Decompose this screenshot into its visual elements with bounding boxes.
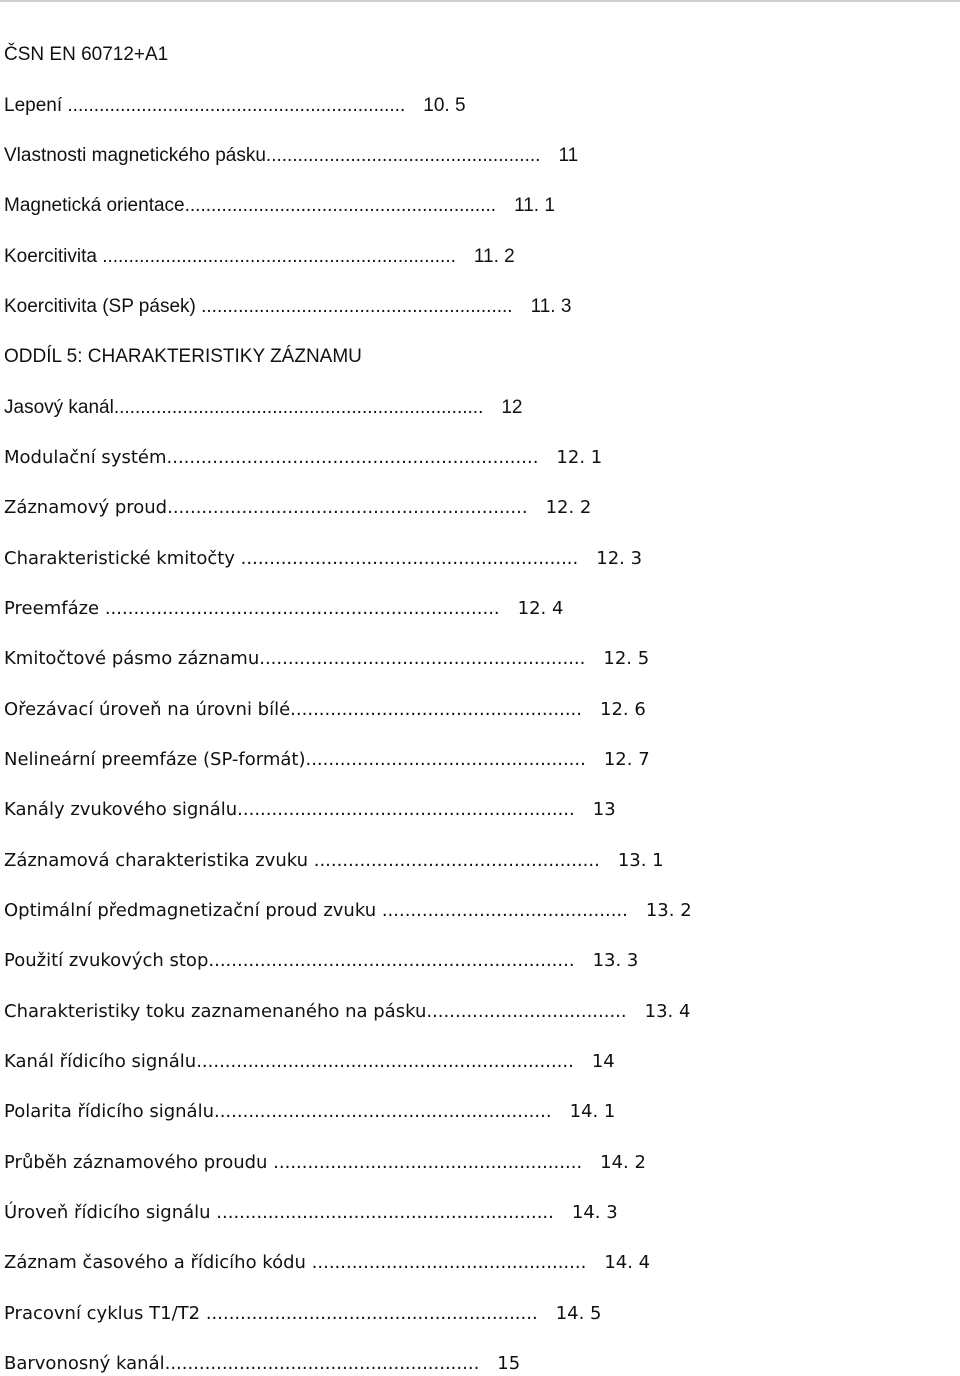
toc-entry: Pracovní cyklus T1/T2 .......................................................... 14. 5	[4, 1303, 602, 1324]
toc-entry: Polarita řídicího signálu........................................................... 14. 1	[4, 1101, 616, 1122]
toc-entry: Optimální předmagnetizační proud zvuku ........................................... 13. 2	[4, 900, 692, 921]
toc-entry: Nelineární preemfáze (SP-formát)................................................. 12. 7	[4, 749, 650, 770]
toc-entry: Ořezávací úroveň na úrovni bílé................................................... 12. 6	[4, 699, 646, 720]
toc-entry: Koercitivita ................................................................... 11. 2	[4, 246, 515, 267]
toc-entry: Kanál řídicího signálu.................................................................. 14	[4, 1051, 615, 1072]
toc-entry: Vlastnosti magnetického pásku.................................................... 11	[4, 145, 579, 166]
toc-entry: Jasový kanál...................................................................... 12	[4, 397, 523, 418]
toc-entry: Lepení ................................................................ 10. 5	[4, 95, 466, 116]
top-divider	[0, 0, 960, 2]
toc-entry: Záznamový proud............................................................... 12. 2	[4, 497, 592, 518]
toc-entry: Koercitivita (SP pásek) ........................................................... 11. 3	[4, 296, 572, 317]
toc-entry: Modulační systém................................................................. 12. 1	[4, 447, 603, 468]
toc-entry: Použití zvukových stop................................................................ 13. 3	[4, 950, 639, 971]
toc-entry: Záznamová charakteristika zvuku .................................................. 13. 1	[4, 850, 664, 871]
toc-entry: Kanály zvukového signálu........................................................... 13	[4, 799, 616, 820]
toc-entry: Magnetická orientace........................................................... 11. 1	[4, 195, 555, 216]
toc-entry: Charakteristické kmitočty ........................................................... 12. 3	[4, 548, 643, 569]
toc-entry: Průběh záznamového proudu ...................................................... 14. 2	[4, 1152, 646, 1173]
toc-entry: Preemfáze ..................................................................... 12. 4	[4, 598, 564, 619]
section-heading: ODDÍL 5: CHARAKTERISTIKY ZÁZNAMU	[4, 346, 362, 367]
toc-entry: Charakteristiky toku zaznamenaného na pásku................................... 13. 4	[4, 1001, 691, 1022]
toc-entry: Úroveň řídicího signálu ........................................................... 14. 3	[4, 1202, 618, 1223]
toc-entry: Kmitočtové pásmo záznamu......................................................... 12. 5	[4, 648, 650, 669]
toc-entry: Barvonosný kanál....................................................... 15	[4, 1353, 521, 1374]
document-header: ČSN EN 60712+A1	[4, 44, 169, 65]
toc-entry: Záznam časového a řídicího kódu ................................................ 14. 4	[4, 1252, 651, 1273]
